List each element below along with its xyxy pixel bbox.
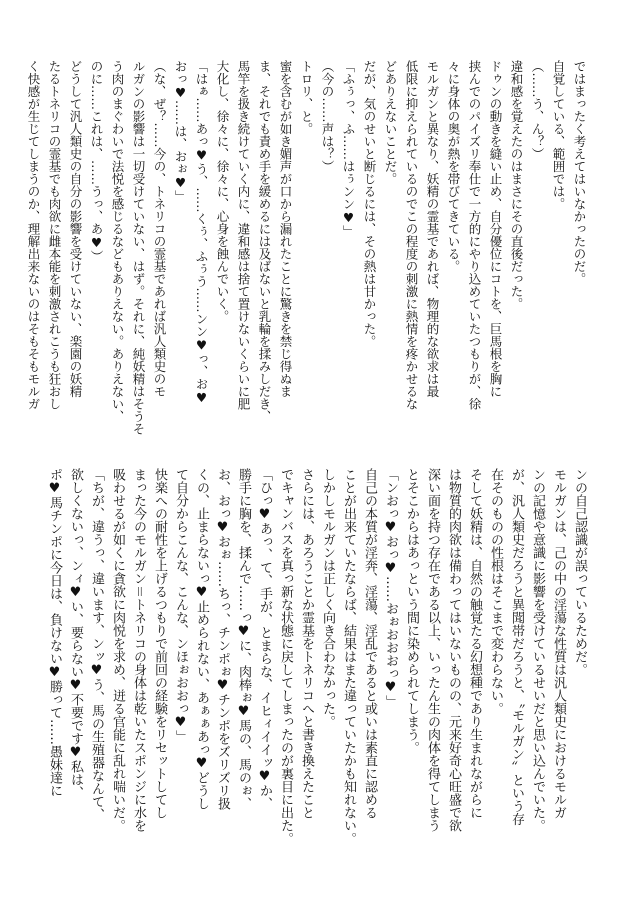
text-line: お、おっ♥おぉ……ちっ、チンポぉ♥チンポをズリズリ扱 [215,468,230,810]
text-line: とそこからはあっという間に染められてしまう。 [404,468,419,754]
text-line: 「ふぅっ、ふ……はぅンン♥」 [341,60,356,238]
text-line: （……う、ん？） [530,60,545,160]
text-line: 自己の本質が淫奔、淫蕩、淫乱であると或いは素直に認める [362,468,377,819]
text-line: 快楽への耐性を上げるつもりで前回の経験をリセットしてし [152,468,167,819]
text-line: 吸わせるが如くに貪欲に肉悦を求め、迸る官能に乱れ喘いだ。 [110,468,125,832]
text-line: モルガンと異なり、妖精の霊基であれば、物理的な欲求は最 [425,60,440,398]
text-line: 大化し、徐々に、徐々に、心身を蝕んでいく。 [215,60,230,323]
text-line: 欲しくないっ、ンィ♥い、要らない♥不要です♥私は、 [68,468,83,799]
text-line: のに……これは、……うっ、あ♥） [89,60,104,263]
text-line: 在そのものの性根はそこまで変わらない。 [488,468,503,715]
text-line: 「はぁ……あっ♥う、……くぅ、ふぅう……ンン♥っ、お♥ [194,60,209,405]
text-line: ルガンの影響は一切受けていない、はず。それに、純妖精はそうそ [131,60,146,435]
text-line: 々に身体の奥が熱を帯びてきている。 [446,60,461,273]
text-line: トロリ、と。 [299,60,314,135]
text-line: 挟んでのパイズリ奉仕で一方的にやり込めていたつもりが、徐 [467,60,482,410]
text-line: たるトネリコの霊基でも肉欲に雌本能を刺激されこうも狂おし [47,60,62,410]
text-line: て自分からこんな、こんな、ンほぉおおっ♥」 [173,468,188,743]
top-text-block [26,60,590,445]
text-line: 馬竿を扱き続けていく内に、違和感は捨て置けないくらいに肥 [236,60,251,410]
text-line: 自覚している、範囲では。 [551,60,566,210]
text-line: ドゥンの動きを縫い止め、自分優位にコトを、巨馬根を胸に [488,60,503,398]
text-line: くの、止まらないっ♥止められない、あぁぁあっ♥どうし [194,468,209,810]
bottom-text-block [47,468,590,853]
text-line: 「ちが、違うっ、違います、ンッ♥う、馬の生殖器なんて、 [89,468,104,821]
text-line: だが、気のせいと断じるには、その熱は甘かった。 [362,60,377,348]
text-line: は物質的肉欲は備わってはいないものの、元来好奇心旺盛で欲 [446,468,461,832]
text-line: どうして汎人類史の自分の影響を受けていない、楽園の妖精 [68,60,83,398]
text-line: そして妖精は、自然の触覚たる幻想種であり生まれながらに [467,468,482,819]
text-line: モルガンは、己の中の淫蕩な性質は汎人類史におけるモルガ [551,468,566,819]
text-line: どありえないことだ。 [383,60,398,185]
text-line: 低限に抑えられているのでこの程度の刺激に熱情を疼かせるな [404,60,419,410]
text-line: ンの自己認識が誤っているためだ。 [572,468,587,676]
text-line: 「ンおっ♥おっ♥……おぉおおおっ♥」 [383,468,398,708]
text-line: 「ひっ♥あっ、て、手が、とまらな、イヒィイイッ♥か、 [257,468,272,810]
text-line: さらには、あろうことか霊基をトネリコへと書き換えたこと [299,468,314,819]
text-line: う肉のまぐわいで法悦を感じるなどもありえない。ありえない、 [110,60,125,423]
text-line: ンの記憶や意識に影響を受けているせいだと思い込んでいた。 [530,468,545,832]
text-line: まった今のモルガン＝トネリコの身体は乾いたスポンジに水を [131,468,146,832]
text-line: 違和感を覚えたのはまさにその直後だった。 [509,60,524,310]
text-line: 深い面を持つ存在である以上、いったん生の肉体を得てしまう [425,468,440,832]
text-line: ことが出来ていたならば、結果はまた違っていたかも知れない。 [341,468,356,845]
text-line: ポ♥馬チンポに今日は、負けない♥勝って……愚妹達に [47,468,62,797]
text-line: 蜜を含むが如き媚声が口から漏れたことに驚きを禁じ得ぬま [278,60,293,398]
text-line: が、汎人類史だろうと異聞帯だろうと、〝モルガン〟という存 [509,468,524,826]
text-line: でキャンバスを真っ新な状態に戻してしまったのが裏目に出た。 [278,468,293,845]
text-line: く快感が生じてしまうのか、理解出来ないのはそもそもモルガ [26,60,41,410]
text-line: しかしモルガンは正しく向き合わなかった。 [320,468,335,728]
text-line: （な、ぜ？……今の、トネリコの霊基であれば汎人類史のモ [152,60,167,398]
text-line: ではまったく考えてはいなかったのだ。 [572,60,587,285]
text-line: ま、それでも責め手を緩めるには及ばないと乳輪を揉みしだき、 [257,60,272,423]
text-line: （今の……声は？） [320,60,335,173]
text-line: おっ♥……は、おぉ♥」 [173,60,188,203]
text-line: 勝手に胸を、揉んで……っ♥に、肉棒ぉ♥馬の、馬のぉ、 [236,468,251,810]
